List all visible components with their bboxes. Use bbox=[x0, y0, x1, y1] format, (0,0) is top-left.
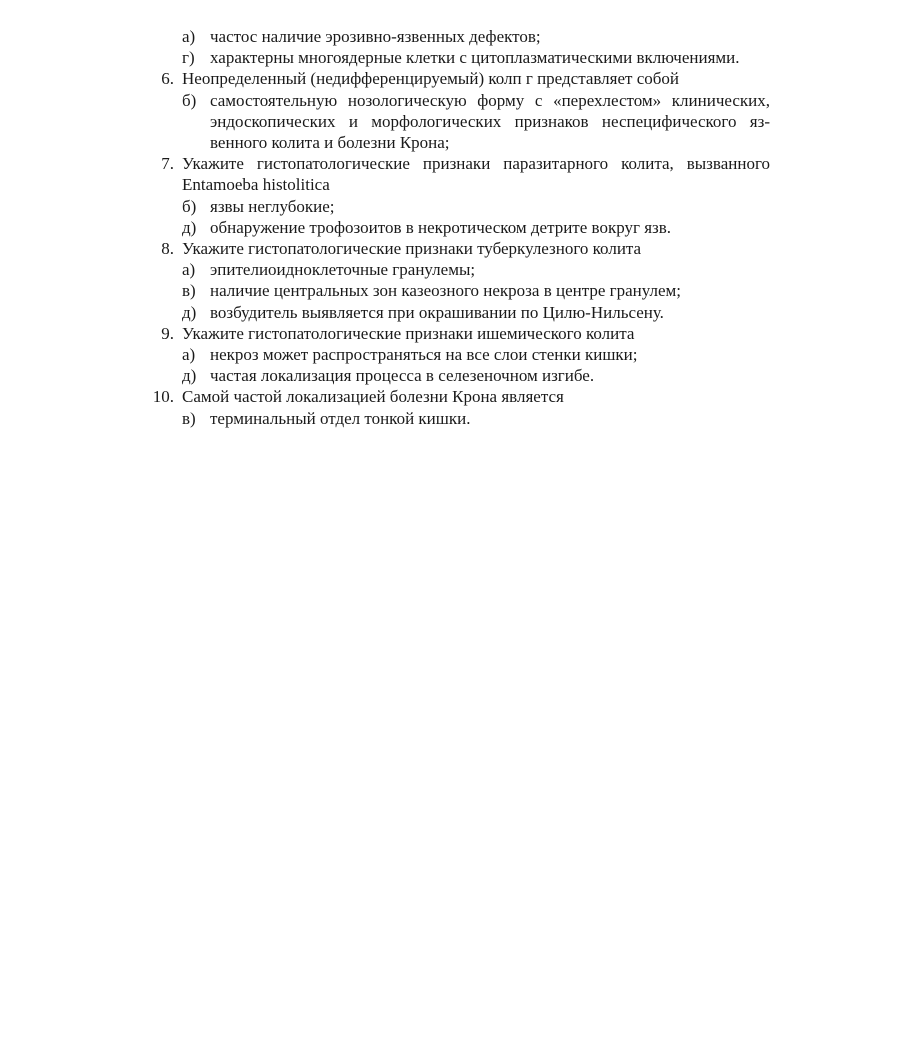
answer-item bbox=[182, 217, 770, 238]
answer-item bbox=[182, 302, 770, 323]
question-item bbox=[152, 386, 799, 407]
answer-text: характерны многоядерные клетки с цитоплазматическими включениями. bbox=[210, 48, 740, 68]
question-item bbox=[161, 153, 799, 195]
answer-item bbox=[182, 408, 770, 429]
answer-marker: д) bbox=[182, 302, 197, 322]
answer-text: частос наличие эрозивно-язвенных дефектов; bbox=[210, 27, 541, 46]
question-item bbox=[161, 238, 799, 259]
answer-text: возбудитель выявляется при окрашивании по Цилю-Нильсену. bbox=[210, 302, 664, 322]
question-item bbox=[161, 68, 799, 89]
question-number: 9. bbox=[161, 323, 174, 343]
answer-item bbox=[182, 26, 770, 47]
question-text: Неопределенный (недифференцируемый) колп г представляет собой bbox=[182, 69, 680, 89]
answer-item bbox=[182, 196, 770, 217]
question-number: 8. bbox=[161, 239, 174, 259]
answer-marker: в) bbox=[182, 281, 196, 301]
answer-text: некроз может распространяться на все слои стенки кишки; bbox=[210, 345, 638, 365]
document-page bbox=[0, 26, 921, 429]
answer-marker: а) bbox=[182, 345, 196, 365]
answer-text: обнаружение трофозоитов в некротическом детрите вокруг язв. bbox=[210, 217, 672, 237]
question-text: Укажите гистопатологические признаки ишемического колита bbox=[182, 323, 635, 343]
answer-text: наличие центральных зон казеозного некроза в центре гранулем; bbox=[210, 281, 682, 301]
question-number: 6. bbox=[161, 69, 174, 89]
question-text: Укажите гистопатологические признаки туберкулезного колита bbox=[182, 239, 642, 259]
question-text: Укажите гистопатологические признаки паразитарного колита, вызванного Entamoeba histolitica bbox=[182, 154, 770, 195]
answer-item bbox=[182, 47, 770, 68]
question-number: 7. bbox=[161, 154, 174, 174]
answer-marker: а) bbox=[182, 27, 196, 46]
question-item bbox=[161, 323, 799, 344]
answer-marker: д) bbox=[182, 366, 197, 386]
answer-text: терминальный отдел тонкой кишки. bbox=[210, 408, 471, 428]
answer-marker: д) bbox=[182, 217, 197, 237]
answer-marker: б) bbox=[182, 90, 197, 110]
answer-marker: в) bbox=[182, 408, 196, 428]
question-text: Самой частой локализацией болезни Крона является bbox=[182, 387, 564, 407]
answer-marker: а) bbox=[182, 260, 196, 280]
answer-item bbox=[182, 90, 770, 154]
answer-marker: б) bbox=[182, 196, 197, 216]
answer-item bbox=[182, 344, 770, 365]
answer-item bbox=[182, 259, 770, 280]
answer-text: язвы неглубокие; bbox=[210, 196, 335, 216]
answer-text: самостоятельную нозологическую форму с «перехлестом» клинических, эндоскопических и морфологических признаков неспецифического яз-венного колита и болезни Крона; bbox=[210, 90, 770, 153]
question-number: 10. bbox=[152, 387, 174, 407]
answer-text: частая локализация процесса в селезеночном изгибе. bbox=[210, 366, 595, 386]
answer-item bbox=[182, 365, 770, 386]
answer-text: эпителиоидноклеточные гранулемы; bbox=[210, 260, 476, 280]
answer-marker: г) bbox=[182, 48, 195, 68]
answer-item bbox=[182, 280, 770, 301]
